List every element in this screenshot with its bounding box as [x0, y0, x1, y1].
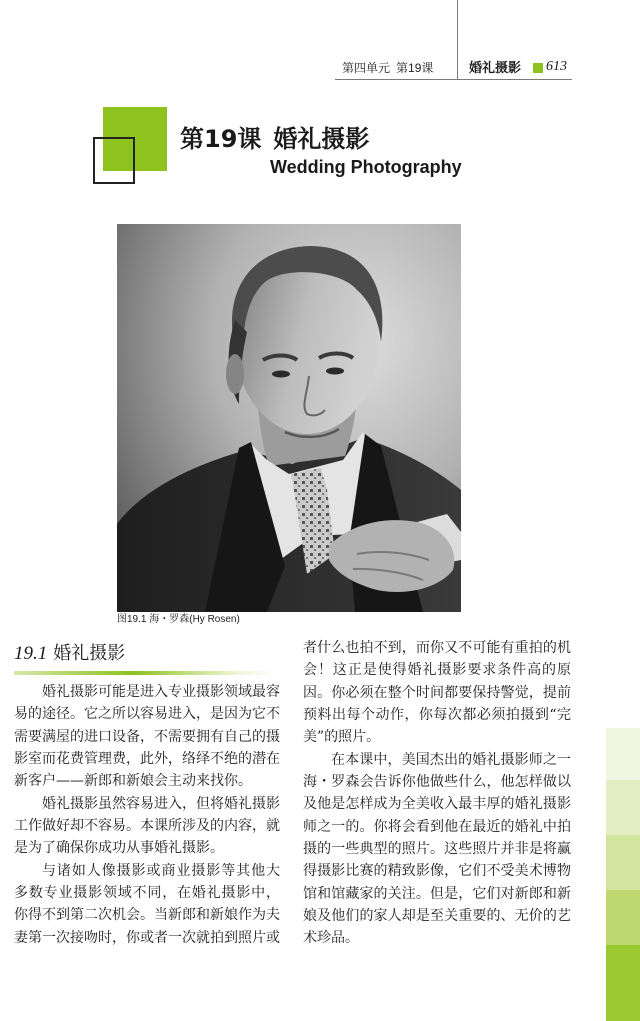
- section-number: 19.1: [14, 643, 48, 664]
- chapter-title: [180, 124, 369, 154]
- section-heading: [14, 642, 125, 666]
- text-line: 馆和馆藏家的关注。但是，它们对新郎和新: [303, 885, 571, 902]
- header-rule: [335, 79, 572, 80]
- text-line: 预料出每个动作，你每次都必须拍摄到“完: [303, 707, 571, 724]
- chapter-subtitle: Wedding Photography: [270, 157, 462, 177]
- left-column: [14, 681, 280, 949]
- text-line: 摄的一些典型的照片。这些照片并非是将赢: [303, 841, 571, 858]
- header-vertical-rule: [457, 0, 458, 79]
- text-line: 易的途径。它之所以容易进入，是因为它不: [14, 706, 280, 723]
- text-line: 者什么也拍不到，而你又不可能有重拍的机: [303, 640, 571, 656]
- text-line: 得摄影比赛的精致影像，它们不受美术博物: [303, 863, 571, 880]
- text-line: 海・罗森会告诉你他做些什么，他怎样做以: [303, 774, 571, 791]
- page-number: 613: [546, 59, 567, 74]
- header-breadcrumb: [342, 60, 433, 76]
- text-line: 妻第一次接吻时，你或者一次就拍到照片或: [14, 929, 280, 946]
- text-line: 工作做好却不容易。本课所涉及的内容，就: [14, 818, 280, 835]
- chapter-lesson-label: 第19课: [180, 125, 262, 153]
- text-line: 是为了确保你成功从事婚礼摄影。: [14, 840, 224, 857]
- text-line: 多数专业摄影领域不同，在婚礼摄影中，: [14, 885, 280, 902]
- text-line: 你得不到第二次机会。当新郎和新娘作为夫: [14, 907, 280, 924]
- text-line: 师之一的。你将会看到他在最近的婚礼中拍: [303, 818, 571, 835]
- chapter-title-text: 婚礼摄影: [273, 125, 370, 153]
- text-line: 影室而花费管理费，此外，络绎不绝的潜在: [14, 751, 280, 768]
- portrait-image: [117, 224, 461, 612]
- chapter-outline-square: [93, 137, 135, 184]
- text-line: 会！这正是使得婚礼摄影要求条件高的原: [303, 662, 571, 679]
- edge-tab: [606, 945, 640, 1021]
- text-line: 及他是怎样成为全美收入最丰厚的婚礼摄影: [303, 796, 571, 813]
- portrait-photo: [117, 224, 461, 612]
- text-line: 与诸如人像摄影或商业摄影等其他大: [42, 862, 280, 879]
- edge-tab: [606, 835, 640, 890]
- text-line: 因。你必须在整个时间都要保持警觉，提前: [303, 684, 571, 701]
- text-line: 在本课中，美国杰出的婚礼摄影师之一: [331, 751, 571, 768]
- portrait-right-eye: [326, 368, 344, 375]
- edge-tab: [606, 728, 640, 780]
- portrait-left-eye: [272, 371, 290, 378]
- text-line: 娘及他们的家人却是至关重要的、无价的艺: [303, 908, 571, 925]
- edge-tab: [606, 890, 640, 945]
- header-unit: 第四单元: [342, 61, 391, 75]
- header-accent-square: [533, 63, 543, 73]
- text-line: 美”的照片。: [303, 729, 381, 746]
- section-rule: [14, 671, 276, 675]
- figure-caption: 图19.1 海・罗森(Hy Rosen): [117, 614, 240, 625]
- section-title: 婚礼摄影: [53, 643, 126, 664]
- text-line: 婚礼摄影可能是进入专业摄影领域最容: [42, 684, 280, 700]
- text-line: 术珍品。: [303, 930, 359, 947]
- edge-tab: [606, 780, 640, 835]
- right-column: [303, 637, 571, 950]
- text-line: 婚礼摄影虽然容易进入，但将婚礼摄影: [42, 795, 280, 812]
- text-line: 新客户——新郎和新娘会主动来找你。: [14, 773, 252, 790]
- text-line: 需要满屋的进口设备，不需要拥有自己的摄: [14, 728, 280, 745]
- header-section-title: 婚礼摄影: [469, 60, 522, 75]
- portrait-ear: [226, 354, 244, 394]
- header-lesson: 第19课: [396, 61, 434, 75]
